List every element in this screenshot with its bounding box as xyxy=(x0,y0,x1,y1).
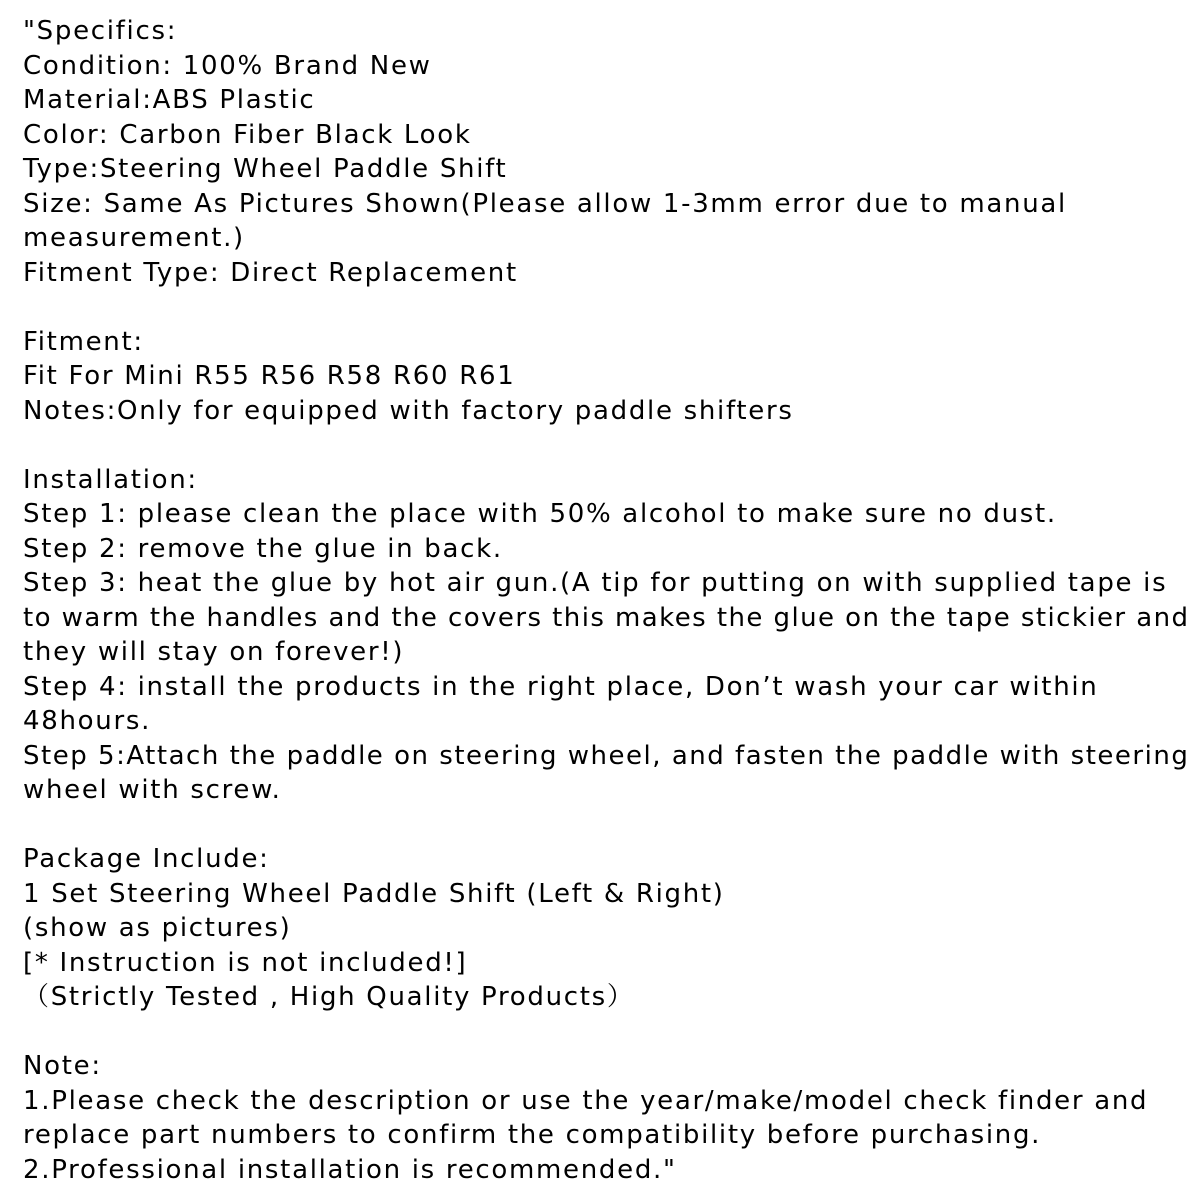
text-line: Fit For Mini R55 R56 R58 R60 R61 xyxy=(23,361,516,391)
text-line: Step 4: install the products in the right place, Don’t wash your car within xyxy=(23,671,1099,702)
text-line: to warm the handles and the covers this makes the glue on the tape stickier and xyxy=(23,602,1190,633)
text-line: Step 5:Attach the paddle on steering wheel, and fasten the paddle with steering xyxy=(23,740,1190,771)
text-line: Installation: xyxy=(23,464,198,495)
text-line: （Strictly Tested , High Quality Products） xyxy=(23,982,635,1012)
text-line: Size: Same As Pictures Shown(Please allow 1-3mm error due to manual xyxy=(23,188,1067,219)
text-line: Step 1: please clean the place with 50% alcohol to make sure no dust. xyxy=(23,499,1057,529)
text-line: Material:ABS Plastic xyxy=(23,85,316,115)
text-line: they will stay on forever!) xyxy=(23,637,405,667)
section-spacer xyxy=(23,808,1193,843)
text-line: Step 2: remove the glue in back. xyxy=(23,533,503,564)
text-line: Color: Carbon Fiber Black Look xyxy=(23,119,472,150)
fitment-section xyxy=(23,325,1193,429)
text-line: [* Instruction is not included!] xyxy=(23,947,468,978)
text-line: 48hours. xyxy=(23,706,152,736)
text-line: (show as pictures) xyxy=(23,913,292,943)
text-line: Package Include: xyxy=(23,844,270,874)
section-spacer xyxy=(23,1015,1193,1050)
text-line: 2.Professional installation is recommended." xyxy=(23,1154,677,1185)
text-line: wheel with screw. xyxy=(23,775,282,805)
text-line: replace part numbers to confirm the compatibility before purchasing. xyxy=(23,1120,1042,1150)
text-line: Condition: 100% Brand New xyxy=(23,50,432,81)
package-section xyxy=(23,842,1193,1015)
text-line: Type:Steering Wheel Paddle Shift xyxy=(23,154,508,184)
text-line: Fitment: xyxy=(23,326,144,357)
text-line: "Specifics: xyxy=(23,16,178,46)
text-line: 1 Set Steering Wheel Paddle Shift (Left & Right) xyxy=(23,878,725,909)
text-line: 1.Please check the description or use the year/make/model check finder and xyxy=(23,1085,1149,1116)
section-spacer xyxy=(23,428,1193,463)
product-description xyxy=(23,14,1193,1187)
text-line: measurement.) xyxy=(23,223,245,253)
text-line: Step 3: heat the glue by hot air gun.(A tip for putting on with supplied tape is xyxy=(23,568,1168,598)
installation-section xyxy=(23,463,1193,808)
note-section xyxy=(23,1049,1193,1187)
text-line: Fitment Type: Direct Replacement xyxy=(23,257,518,288)
specifics-section xyxy=(23,14,1193,290)
text-line: Notes:Only for equipped with factory paddle shifters xyxy=(23,395,794,426)
text-line: Note: xyxy=(23,1051,102,1081)
section-spacer xyxy=(23,290,1193,325)
